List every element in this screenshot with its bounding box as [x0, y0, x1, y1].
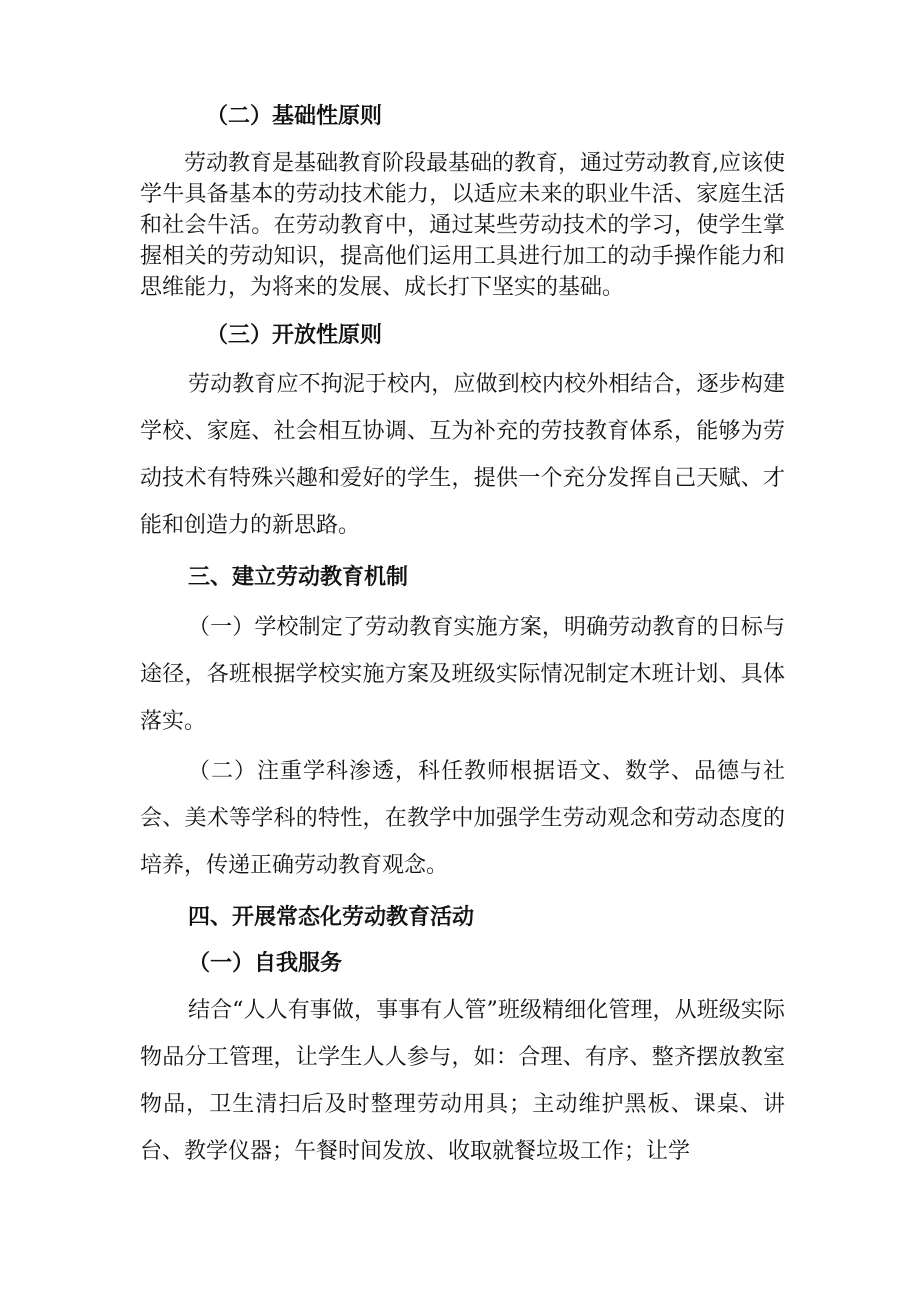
heading-regular-activities: 四、开展常态化劳动教育活动: [188, 904, 475, 930]
heading-education-mechanism: 三、建立劳动教育机制: [188, 564, 409, 590]
heading-basic-principle: （二）基础性原则: [206, 103, 383, 129]
heading-open-principle: （三）开放性原则: [206, 322, 383, 348]
heading-self-service: （一）自我服务: [188, 950, 343, 976]
paragraph-mechanism-1: （一）学校制定了劳动教育实施方案，明确劳动教育的日标与途径，各班根据学校实施方案及班级实际情况制定木班计划、具体落实。: [140, 615, 785, 734]
paragraph-open-principle: 劳动教育应不拘泥于校内，应做到校内校外相结合，逐步构建学校、家庭、社会相互协调、互为补充的劳技教育体系，能够为劳动技术有特殊兴趣和爱好的学生，提供一个充分发挥自己天赋、才能和创造力的新思路。: [140, 372, 785, 538]
paragraph-basic-principle: 劳动教育是基础教育阶段最基础的教育，通过劳动教育,应该使学牛具备基本的劳动技术能力，以适应未来的职业牛活、家庭生活和社会牛活。在劳动教育中，通过某些劳动技术的学习，使学生掌握相关的劳动知识，提高他们运用工具进行加工的动手操作能力和思维能力，为将来的发展、成长打下坚实的基础。: [140, 151, 785, 300]
paragraph-self-service: 结合“人人有事做，事事有人管”班级精细化管理，从班级实际物品分工管理，让学生人人参与，如：合理、有序、整齐摆放教室物品，卫生清扫后及时整理劳动用具；主动维护黑板、课桌、讲台、教学仪器；午餐时间发放、收取就餐垃圾工作；让学: [140, 998, 785, 1164]
paragraph-mechanism-2: （二）注重学科渗透，科任教师根据语文、数学、品德与社会、美术等学科的特性，在教学中加强学生劳动观念和劳动态度的培养，传递正确劳动教育观念。: [140, 759, 785, 878]
